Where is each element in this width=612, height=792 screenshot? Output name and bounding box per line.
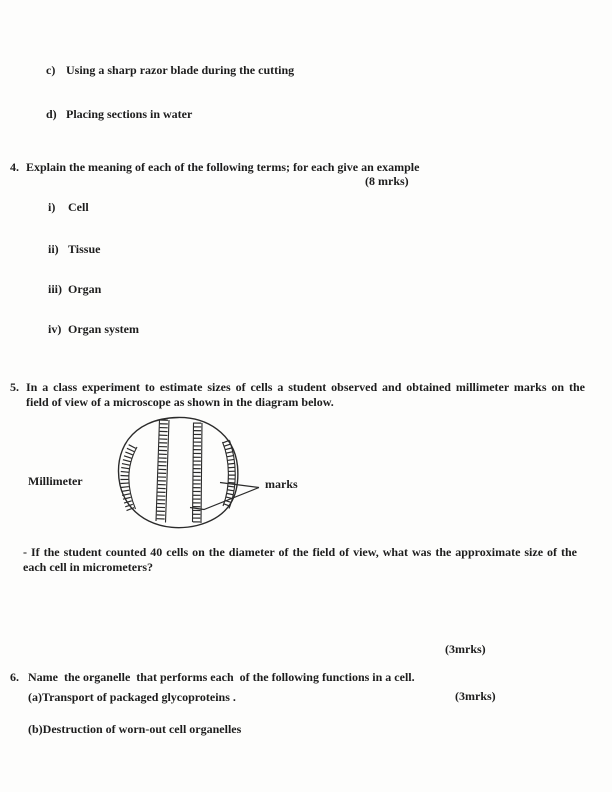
sub-iv-text: Organ system <box>68 322 139 336</box>
item-d-label: d) <box>46 107 57 121</box>
question-item-d <box>46 107 192 122</box>
sub-iii-label: iii) <box>48 282 62 296</box>
q4-sub-item-organ-system <box>48 322 139 337</box>
sub-iv-label: iv) <box>48 322 62 336</box>
millimeter-scale-band-1 <box>156 420 169 523</box>
item-c-label: c) <box>46 63 56 77</box>
diagram-label-marks: marks <box>265 477 298 491</box>
q5-marks: (3mrks) <box>445 642 486 656</box>
field-of-view-diagram <box>108 410 332 538</box>
sub-ii-label: ii) <box>48 242 59 256</box>
sub-iii-text: Organ <box>68 282 102 296</box>
q4-number: 4. <box>10 160 19 174</box>
q6a-marks: (3mrks) <box>455 689 496 703</box>
q5-followup-line1: - If the student counted 40 cells on the diameter of the field of view, what was the approximate size of the <box>23 545 577 559</box>
q6-number: 6. <box>10 670 19 684</box>
item-c-text: Using a sharp razor blade during the cutting <box>66 63 295 77</box>
q6-text: Name the organelle that performs each of the following functions in a cell. <box>28 670 415 684</box>
q4-marks: (8 mrks) <box>365 174 409 188</box>
q6a-text: (a)Transport of packaged glycoproteins . <box>28 690 236 704</box>
q5-followup-line2: each cell in micrometers? <box>23 560 154 574</box>
q4-text: Explain the meaning of each of the following terms; for each give an example <box>26 160 420 174</box>
q4-sub-item-tissue <box>48 242 100 257</box>
sub-i-text: Cell <box>68 200 89 214</box>
field-of-view-circle <box>118 417 237 527</box>
q5-text-line1: In a class experiment to estimate sizes of cells a student observed and obtained millimeter marks on the <box>26 380 585 394</box>
q5-text-line2: field of view of a microscope as shown in the diagram below. <box>26 395 334 409</box>
marks-pointer-lines <box>190 483 259 510</box>
item-d-text: Placing sections in water <box>66 107 193 121</box>
sub-ii-text: Tissue <box>68 242 101 256</box>
q4-sub-item-cell <box>48 200 89 215</box>
q6b-text: (b)Destruction of worn-out cell organelles <box>28 722 242 736</box>
sub-i-label: i) <box>48 200 56 214</box>
diagram-label-millimeter: Millimeter <box>28 474 83 488</box>
q4-sub-item-organ <box>48 282 101 297</box>
question-item-c <box>46 63 294 78</box>
q5-number: 5. <box>10 380 19 394</box>
